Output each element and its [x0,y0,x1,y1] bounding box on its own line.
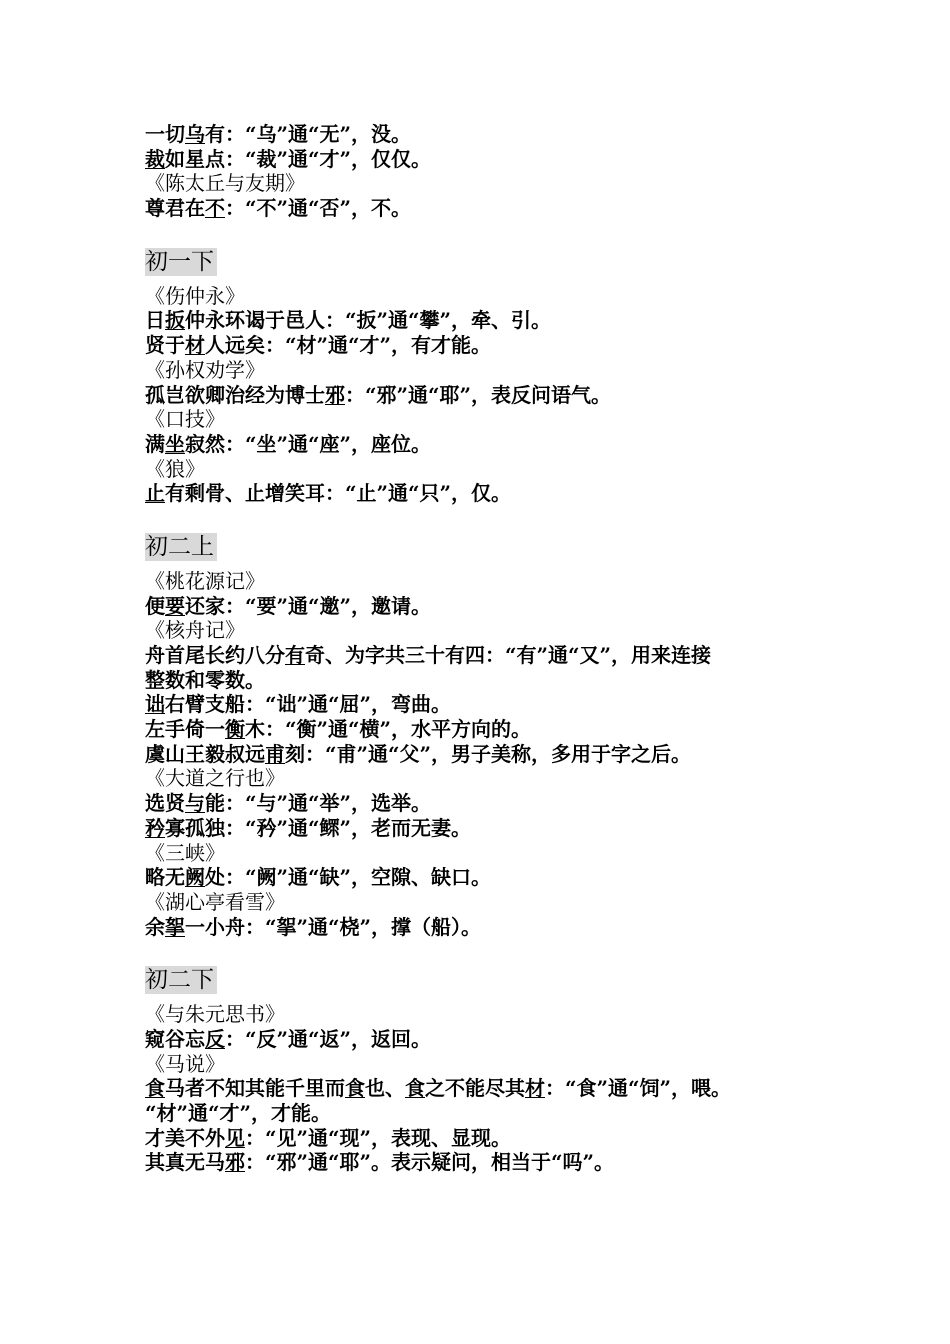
lesson-title [145,407,825,432]
lesson-title [145,841,825,866]
line-text: ：“食”通“饲”，喂。 [545,1076,732,1101]
line-text: 略无 [145,865,185,890]
line-text: 《陈太丘与友期》 [145,171,305,196]
line-text: 之不能尽其 [425,1076,525,1101]
line-text: 日 [145,308,165,333]
line-text: 余 [145,914,165,939]
line-text: 虞山王毅叔远 [145,741,265,766]
line-text: 《马说》 [145,1051,225,1076]
line-text: 其真无马 [145,1150,225,1175]
lesson-title [145,284,825,309]
annotation-line [145,692,825,717]
line-text: ：“见”通“现”，表现、显现。 [245,1125,512,1150]
line-text: 人远矣：“材”通“才”，有才能。 [205,333,492,358]
annotation-line [145,643,825,668]
line-text: 如星点：“裁”通“才”，仅仅。 [165,146,432,171]
line-text: 也、 [365,1076,405,1101]
grade-heading [145,248,825,276]
annotation-line [145,1101,825,1126]
key-character: 要 [165,593,185,618]
key-character: 见 [225,1125,245,1150]
key-character: 材 [185,333,205,358]
line-text: 《核舟记》 [145,618,245,643]
line-text: 有：“乌”通“无”，没。 [205,122,412,146]
line-text: 还家：“要”通“邀”，邀请。 [185,593,432,618]
line-text: 一小舟：“挐”通“桡”，撑（船）。 [185,914,482,939]
line-text: 寂然：“坐”通“座”，座位。 [185,431,432,456]
line-text: 一切 [145,122,185,146]
annotation-line [145,865,825,890]
line-text: 舟首尾长约八分 [145,643,285,667]
annotation-line [145,791,825,816]
key-character: 材 [525,1076,545,1101]
line-text: 《湖心亭看雪》 [145,889,285,914]
annotation-line [145,915,825,940]
line-text: 《狼》 [145,456,205,481]
line-text: ：“反”通“返”，返回。 [225,1026,432,1051]
line-text: 《伤仲永》 [145,283,245,308]
key-character: 坐 [165,431,185,456]
line-text: 仲永环谒于邑人：“扳”通“攀”，牵、引。 [185,308,552,333]
line-text: 奇、为字共三十有四：“有”通“又”，用来连接 [305,643,712,667]
lesson-title [145,569,825,594]
annotation-line [145,742,825,767]
key-character: 矜 [145,815,165,840]
key-character: 扳 [165,308,185,333]
annotation-line [145,1126,825,1151]
key-character: 有 [285,643,305,667]
line-text: 整数和零数。 [145,667,265,692]
key-character: 食 [145,1076,165,1101]
line-text: 《桃花源记》 [145,568,265,593]
annotation-line [145,308,825,333]
annotation-line [145,196,825,221]
key-character: 挐 [165,914,185,939]
key-character: 诎 [145,692,165,717]
key-character: 邪 [225,1150,245,1175]
grade-heading-text: 初二上 [145,533,217,561]
grade-heading-text: 初一下 [145,248,217,276]
line-text: 刻：“甫”通“父”，男子美称，多用于字之后。 [285,741,692,766]
line-text: 孤岂欲卿治经为博士 [145,382,325,407]
line-text: 马者不知其能千里而 [165,1076,345,1101]
line-text: 《孙权劝学》 [145,357,265,382]
line-text: 左手倚一 [145,717,225,742]
key-character: 阙 [185,865,205,890]
annotation-line [145,122,825,147]
annotation-line [145,1027,825,1052]
key-character: 与 [185,791,205,816]
lesson-title [145,618,825,643]
lesson-title [145,358,825,383]
key-character: 止 [145,481,165,506]
line-text: ：“邪”通“耶”。表示疑问，相当于“吗”。 [245,1150,615,1175]
line-text: 才美不外 [145,1125,225,1150]
annotation-line [145,481,825,506]
annotation-line [145,816,825,841]
grade-heading [145,533,825,561]
grade-heading-text: 初二下 [145,966,217,994]
line-text: 窥谷忘 [145,1026,205,1051]
line-text: 木：“衡”通“横”，水平方向的。 [245,717,532,742]
lesson-title [145,457,825,482]
annotation-line [145,1076,825,1101]
line-text: 有剩骨、止增笑耳：“止”通“只”，仅。 [165,481,512,506]
line-text: 尊君在 [145,196,205,221]
key-character: 衡 [225,717,245,742]
document-body [145,122,825,1175]
key-character: 裁 [145,146,165,171]
line-text: 处：“阙”通“缺”，空隙、缺口。 [205,865,492,890]
lesson-title [145,890,825,915]
line-text: 便 [145,593,165,618]
key-character: 食 [345,1076,365,1101]
line-text: 《大道之行也》 [145,766,285,791]
annotation-line [145,147,825,172]
key-character: 不 [205,196,225,221]
line-text: 《三峡》 [145,840,225,865]
annotation-line [145,717,825,742]
line-text: 能：“与”通“举”，选举。 [205,791,432,816]
key-character: 邪 [325,382,345,407]
line-text: 《口技》 [145,407,225,432]
line-text: 《与朱元思书》 [145,1002,285,1027]
line-text: 寡孤独：“矜”通“鳏”，老而无妻。 [165,815,472,840]
lesson-title [145,1052,825,1077]
annotation-line [145,383,825,408]
annotation-line [145,668,825,693]
annotation-line [145,1150,825,1175]
lesson-title [145,766,825,791]
key-character: 反 [205,1026,225,1051]
key-character: 食 [405,1076,425,1101]
line-text: ：“不”通“否”，不。 [225,196,412,221]
annotation-line [145,333,825,358]
annotation-line [145,432,825,457]
line-text: “材”通“才”，才能。 [145,1101,332,1125]
annotation-line [145,594,825,619]
lesson-title [145,171,825,196]
key-character: 乌 [185,122,205,146]
lesson-title [145,1002,825,1027]
line-text: 右臂支船：“诎”通“屈”，弯曲。 [165,692,452,717]
key-character: 甫 [265,741,285,766]
line-text: 满 [145,431,165,456]
line-text: ：“邪”通“耶”，表反问语气。 [345,382,612,407]
line-text: 选贤 [145,791,185,816]
grade-heading [145,966,825,994]
line-text: 贤于 [145,333,185,358]
